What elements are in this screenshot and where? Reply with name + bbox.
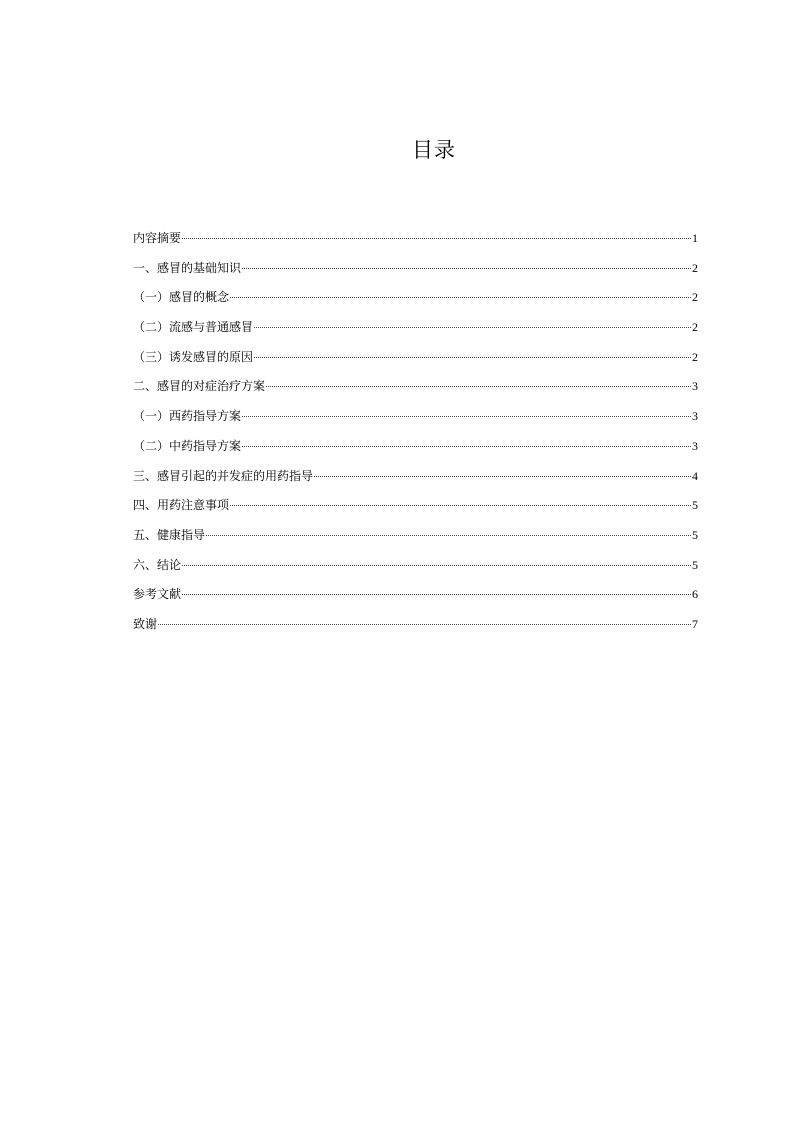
- dot-leader: [254, 357, 691, 358]
- toc-entry-label: 致谢: [133, 616, 158, 631]
- toc-entry-label: 三、感冒引起的并发症的用药指导: [133, 468, 314, 483]
- toc-entry-acknowledgements[interactable]: [133, 614, 698, 644]
- toc-entry-label: （一）感冒的概念: [133, 290, 230, 305]
- dot-leader: [206, 535, 691, 536]
- dot-leader: [230, 297, 691, 298]
- toc-entry-label: （二）流感与普通感冒: [133, 320, 254, 335]
- toc-entry-page-number: 5: [692, 557, 698, 572]
- toc-entry-page-number: 2: [692, 290, 698, 305]
- toc-entry-page-number: 3: [692, 409, 698, 424]
- toc-entry-label: （三）诱发感冒的原因: [133, 349, 254, 364]
- dot-leader: [182, 594, 691, 595]
- toc-entry-label: 二、感冒的对症治疗方案: [133, 379, 266, 394]
- toc-entry-references[interactable]: [133, 584, 698, 614]
- dot-leader: [182, 565, 691, 566]
- toc-entry-label: 参考文献: [133, 587, 182, 602]
- toc-entry-page-number: 2: [692, 349, 698, 364]
- table-of-contents: [133, 228, 698, 644]
- dot-leader: [242, 268, 691, 269]
- dot-leader: [254, 327, 691, 328]
- toc-entry-label: 五、健康指导: [133, 527, 206, 542]
- toc-entry-page-number: 4: [692, 468, 698, 483]
- toc-entry-section-1[interactable]: [133, 258, 698, 288]
- dot-leader: [230, 505, 691, 506]
- toc-entry-page-number: 6: [692, 587, 698, 602]
- toc-entry-page-number: 5: [692, 527, 698, 542]
- toc-entry-label: 四、用药注意事项: [133, 498, 230, 513]
- toc-entry-page-number: 3: [692, 379, 698, 394]
- toc-entry-page-number: 2: [692, 320, 698, 335]
- toc-entry-page-number: 5: [692, 498, 698, 513]
- toc-entry-section-4[interactable]: [133, 495, 698, 525]
- toc-entry-label: 一、感冒的基础知识: [133, 260, 242, 275]
- toc-entry-section-1-1[interactable]: [133, 287, 698, 317]
- toc-entry-page-number: 7: [692, 616, 698, 631]
- toc-entry-label: 六、结论: [133, 557, 182, 572]
- toc-entry-section-1-3[interactable]: [133, 347, 698, 377]
- dot-leader: [242, 446, 691, 447]
- toc-entry-page-number: 2: [692, 260, 698, 275]
- toc-entry-section-2-1[interactable]: [133, 406, 698, 436]
- dot-leader: [158, 624, 691, 625]
- toc-entry-page-number: 1: [692, 231, 698, 245]
- dot-leader: [242, 416, 691, 417]
- toc-entry-label: 内容摘要: [133, 231, 182, 245]
- toc-entry-section-5[interactable]: [133, 525, 698, 555]
- dot-leader: [182, 238, 691, 239]
- toc-entry-section-2-2[interactable]: [133, 436, 698, 466]
- page-title: 目录: [412, 138, 456, 162]
- dot-leader: [314, 476, 691, 477]
- toc-entry-label: （二）中药指导方案: [133, 438, 242, 453]
- toc-entry-abstract[interactable]: [133, 228, 698, 258]
- toc-entry-label: （一）西药指导方案: [133, 409, 242, 424]
- toc-entry-section-3[interactable]: [133, 466, 698, 496]
- toc-entry-section-6[interactable]: [133, 555, 698, 585]
- toc-entry-section-1-2[interactable]: [133, 317, 698, 347]
- toc-entry-section-2[interactable]: [133, 376, 698, 406]
- dot-leader: [266, 386, 691, 387]
- toc-entry-page-number: 3: [692, 438, 698, 453]
